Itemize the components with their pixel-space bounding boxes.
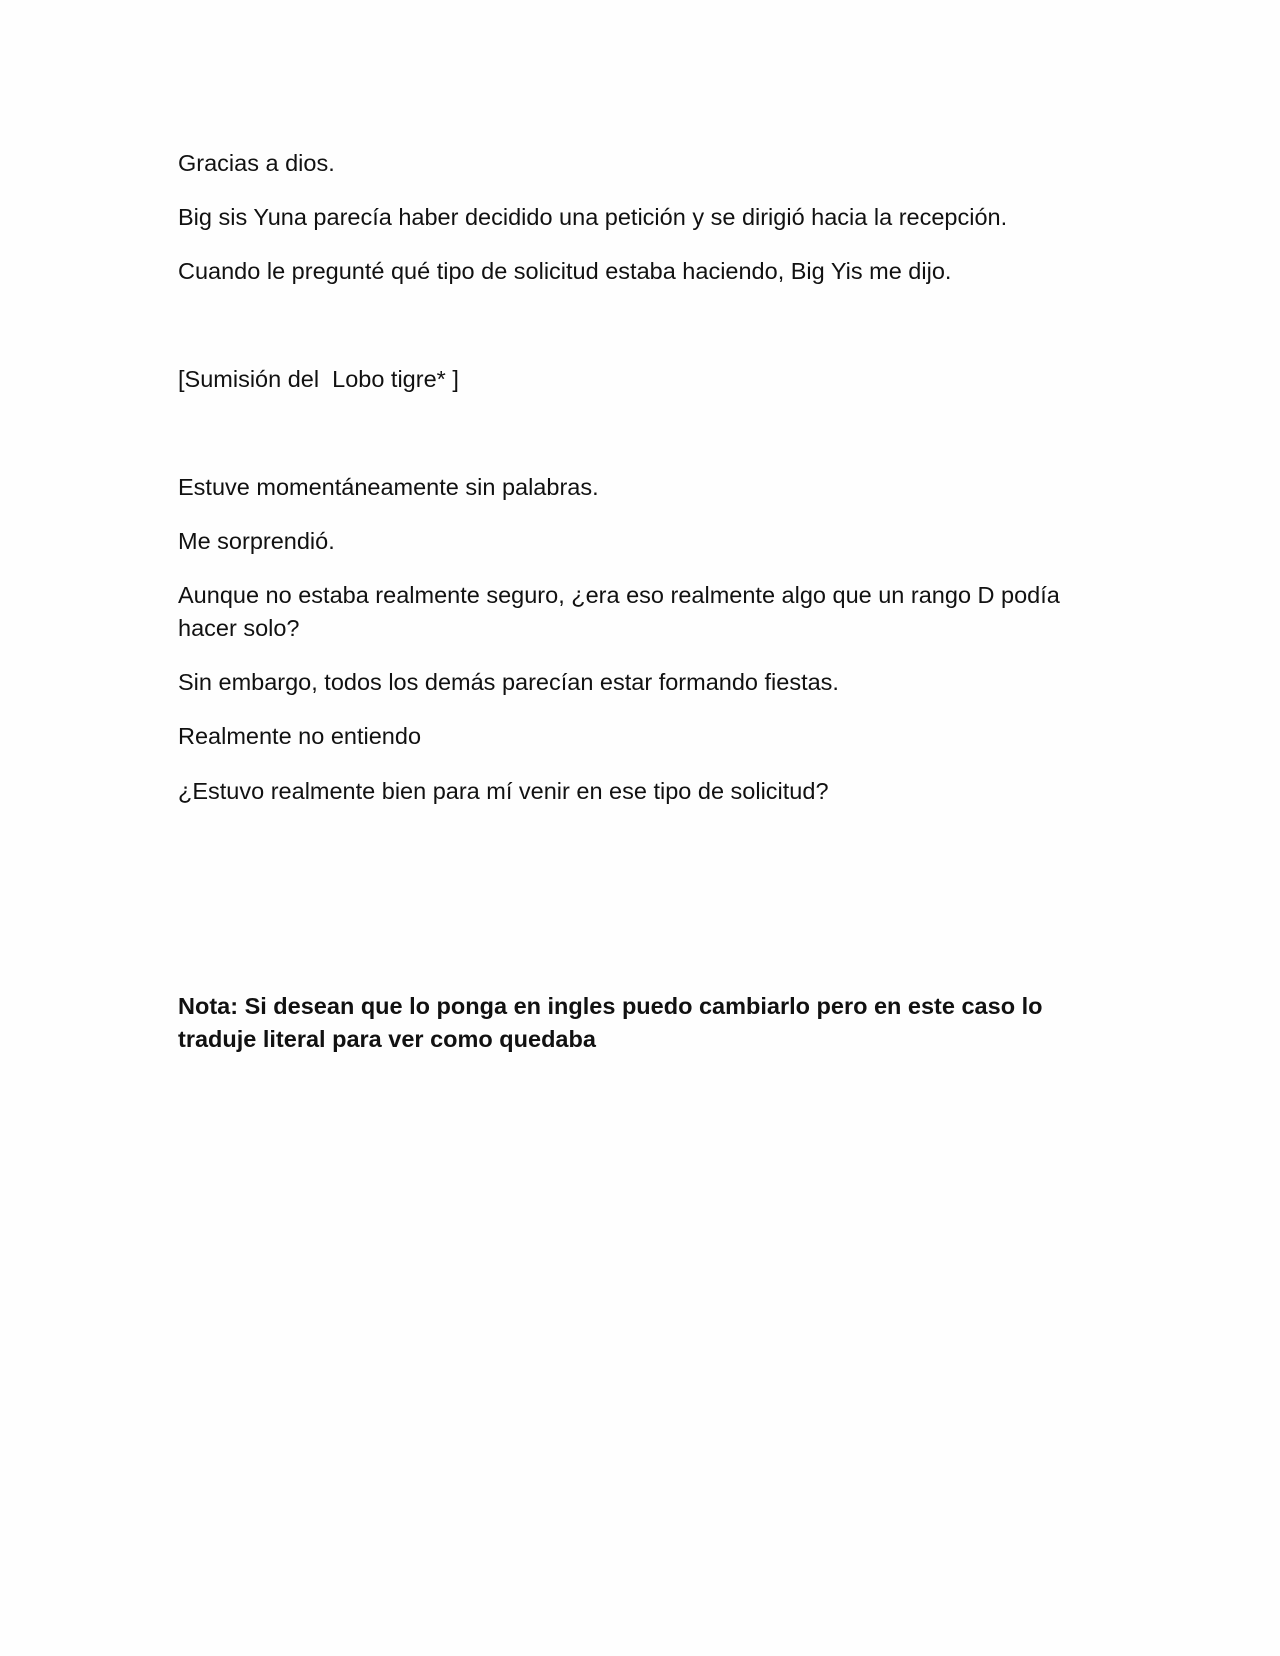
paragraph-9: ¿Estuvo realmente bien para mí venir en ese tipo de solicitud?: [178, 778, 829, 804]
paragraph-7: Sin embargo, todos los demás parecían estar formando fiestas.: [178, 669, 839, 695]
paragraph-4: Estuve momentáneamente sin palabras.: [178, 474, 599, 500]
paragraph-1: Gracias a dios.: [178, 150, 335, 176]
paragraph-2: Big sis Yuna parecía haber decidido una petición y se dirigió hacia la recepción.: [178, 204, 1008, 230]
paragraph-3: Cuando le pregunté qué tipo de solicitud estaba haciendo, Big Yis me dijo.: [178, 258, 952, 284]
paragraph-6: Aunque no estaba realmente seguro, ¿era eso realmente algo que un rango D podía hacer solo?: [178, 582, 1060, 641]
paragraph-8: Realmente no entiendo: [178, 723, 422, 749]
translator-note: Nota: Si desean que lo ponga en ingles puedo cambiarlo pero en este caso lo traduje literal para ver como quedaba: [178, 993, 1043, 1052]
paragraph-5: Me sorprendió.: [178, 528, 335, 554]
submission-heading: [Sumisión del Lobo tigre* ]: [178, 366, 459, 392]
